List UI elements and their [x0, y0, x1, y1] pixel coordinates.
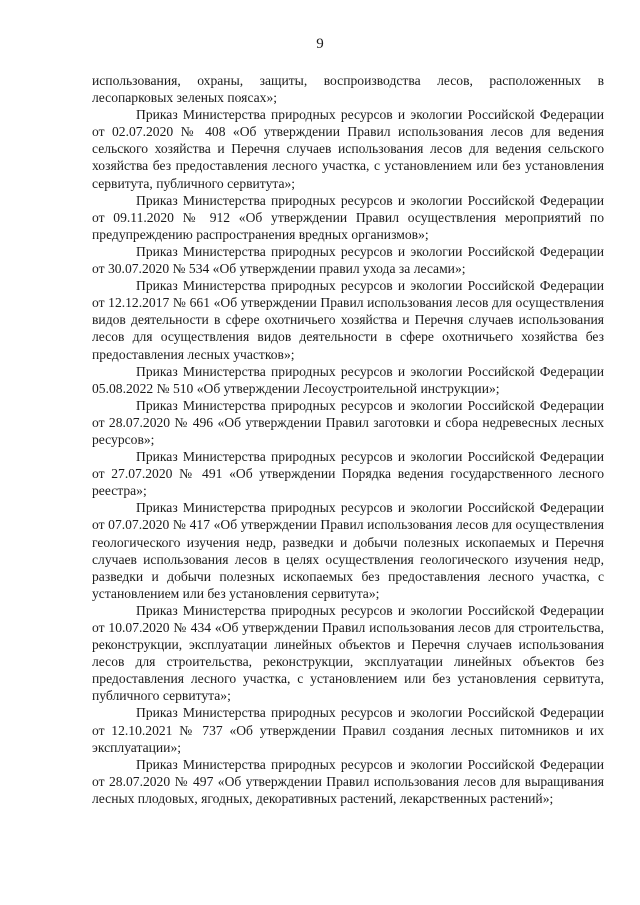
document-body	[92, 72, 604, 807]
paragraph-order-534: Приказ Министерства природных ресурсов и экологии Российской Федерации от 30.07.2020 № 534 «Об утверждении правил ухода за лесами»;	[92, 243, 604, 277]
paragraph-order-510: Приказ Министерства природных ресурсов и экологии Российской Федерации 05.08.2022 № 510 «Об утверждении Лесоустроительной инструкции»;	[92, 363, 604, 396]
paragraph-order-434: Приказ Министерства природных ресурсов и экологии Российской Федерации от 10.07.2020 № 434 «Об утверждении Правил использования лесов для строительства, реконструкции, эксплуатации линейных объектов и Перечня случаев использования лесов для строительства, реконструкции, эксплуатации линейных объектов без предоставления лесного участка, с установлением или без установления сервитута, публичного сервитута»;	[92, 602, 604, 704]
page-number: 9	[316, 36, 324, 52]
paragraph-order-737: Приказ Министерства природных ресурсов и экологии Российской Федерации от 12.10.2021 № 737 «Об утверждении Правил создания лесных питомников и их эксплуатации»;	[92, 705, 604, 755]
paragraph-order-408: Приказ Министерства природных ресурсов и экологии Российской Федерации от 02.07.2020 № 408 «Об утверждении Правил использования лесов для ведения сельского хозяйства и Перечня случаев использования лесов для ведения сельского хозяйства без предоставления лесного участка, с установлением или без установления сервитута, публичного сервитута»;	[92, 107, 604, 191]
paragraph-order-497: Приказ Министерства природных ресурсов и экологии Российской Федерации от 28.07.2020 № 497 «Об утверждении Правил использования лесов для выращивания лесных плодовых, ягодных, декоративных растений, лекарственных растений»;	[92, 756, 604, 806]
paragraph-order-491: Приказ Министерства природных ресурсов и экологии Российской Федерации от 27.07.2020 № 491 «Об утверждении Порядка ведения государственного лесного реестра»;	[92, 449, 604, 499]
paragraph-order-496: Приказ Министерства природных ресурсов и экологии Российской Федерации от 28.07.2020 № 496 «Об утверждении Правил заготовки и сбора недревесных лесных ресурсов»;	[92, 397, 604, 447]
paragraph-continuation: использования, охраны, защиты, воспроизводства лесов, расположенных в лесопарковых зеленых поясах»;	[92, 73, 604, 106]
paragraph-order-661: Приказ Министерства природных ресурсов и экологии Российской Федерации от 12.12.2017 № 661 «Об утверждении Правил использования лесов для осуществления видов деятельности в сфере охотничьего хозяйства и Перечня случаев использования лесов для осуществления видов деятельности в сфере охотничьего хозяйства без предоставления лесных участков»;	[92, 278, 604, 362]
paragraph-order-912: Приказ Министерства природных ресурсов и экологии Российской Федерации от 09.11.2020 № 912 «Об утверждении Правил осуществления мероприятий по предупреждению распространения вредных организмов»;	[92, 192, 604, 242]
paragraph-order-417: Приказ Министерства природных ресурсов и экологии Российской Федерации от 07.07.2020 № 417 «Об утверждении Правил использования лесов для осуществления геологического изучения недр, разведки и добычи полезных ископаемых и Перечня случаев использования лесов в целях осуществления геологического изучения недр, разведки и добычи полезных ископаемых без предоставления лесного участка, с установлением или без установления сервитута»;	[92, 500, 604, 601]
